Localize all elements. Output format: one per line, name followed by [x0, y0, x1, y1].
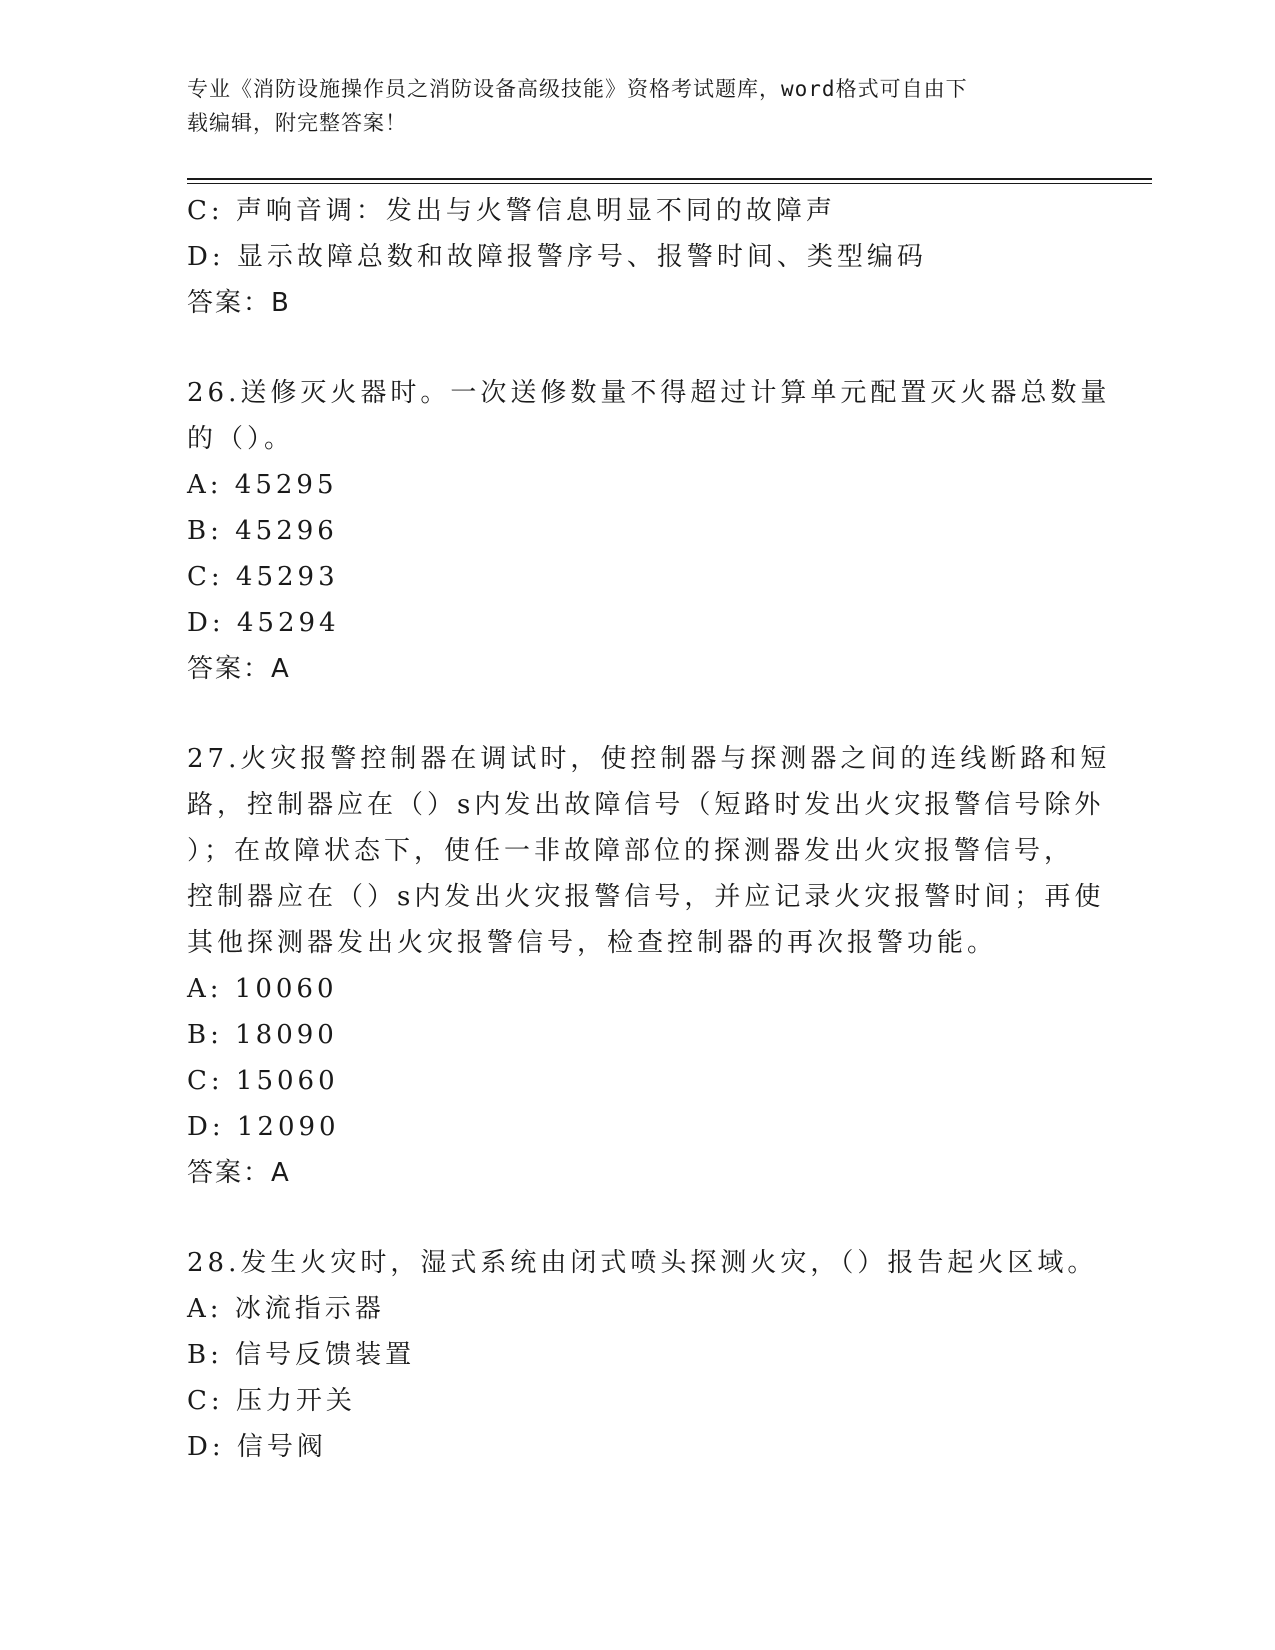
header-divider-thick — [187, 178, 1152, 180]
answer-line: 答案：A — [187, 654, 291, 684]
option-a: A: 10060 — [187, 974, 338, 1004]
question-27 — [187, 736, 1111, 1196]
document-header — [187, 72, 1097, 140]
header-line-2: 载编辑，附完整答案！ — [187, 111, 407, 135]
option-c: C: 声响音调：发出与火警信息明显不同的故障声 — [187, 196, 836, 226]
question-stem-line: 28.发生火灾时，湿式系统由闭式喷头探测火灾，（）报告起火区域。 — [187, 1248, 1098, 1278]
option-c: C: 45293 — [187, 562, 339, 592]
question-stem-line: 路，控制器应在（）s内发出故障信号（短路时发出火灾报警信号除外 — [187, 790, 1105, 820]
option-d: D: 信号阀 — [187, 1432, 327, 1462]
question-stem-line: 的（）。 — [187, 424, 295, 454]
question-list — [187, 188, 1111, 1470]
previous-question-tail — [187, 188, 1087, 326]
header-line-1: 专业《消防设施操作员之消防设备高级技能》资格考试题库，word格式可自由下 — [187, 77, 968, 101]
option-d: D: 显示故障总数和故障报警序号、报警时间、类型编码 — [187, 242, 927, 272]
question-stem-line: 27.火灾报警控制器在调试时，使控制器与探测器之间的连线断路和短 — [187, 744, 1111, 774]
option-b: B: 45296 — [187, 516, 338, 546]
header-divider-thin — [187, 183, 1152, 184]
option-a: A: 冰流指示器 — [187, 1294, 385, 1324]
option-b: B: 信号反馈装置 — [187, 1340, 416, 1370]
option-d: D: 12090 — [187, 1112, 340, 1142]
question-stem-line: 26.送修灭火器时。一次送修数量不得超过计算单元配置灭火器总数量 — [187, 378, 1111, 408]
option-c: C: 压力开关 — [187, 1386, 356, 1416]
question-28 — [187, 1240, 1098, 1470]
question-stem-line: 控制器应在（）s内发出火灾报警信号，并应记录火灾报警时间；再使 — [187, 882, 1105, 912]
answer-line: 答案：A — [187, 1158, 291, 1188]
option-c: C: 15060 — [187, 1066, 339, 1096]
option-a: A: 45295 — [187, 470, 338, 500]
question-26 — [187, 370, 1111, 692]
option-d: D: 45294 — [187, 608, 340, 638]
option-b: B: 18090 — [187, 1020, 338, 1050]
question-stem-line: 其他探测器发出火灾报警信号，检查控制器的再次报警功能。 — [187, 928, 998, 958]
question-stem-line: ）；在故障状态下，使任一非故障部位的探测器发出火灾报警信号， — [187, 836, 1075, 866]
answer-line: 答案：B — [187, 288, 291, 318]
